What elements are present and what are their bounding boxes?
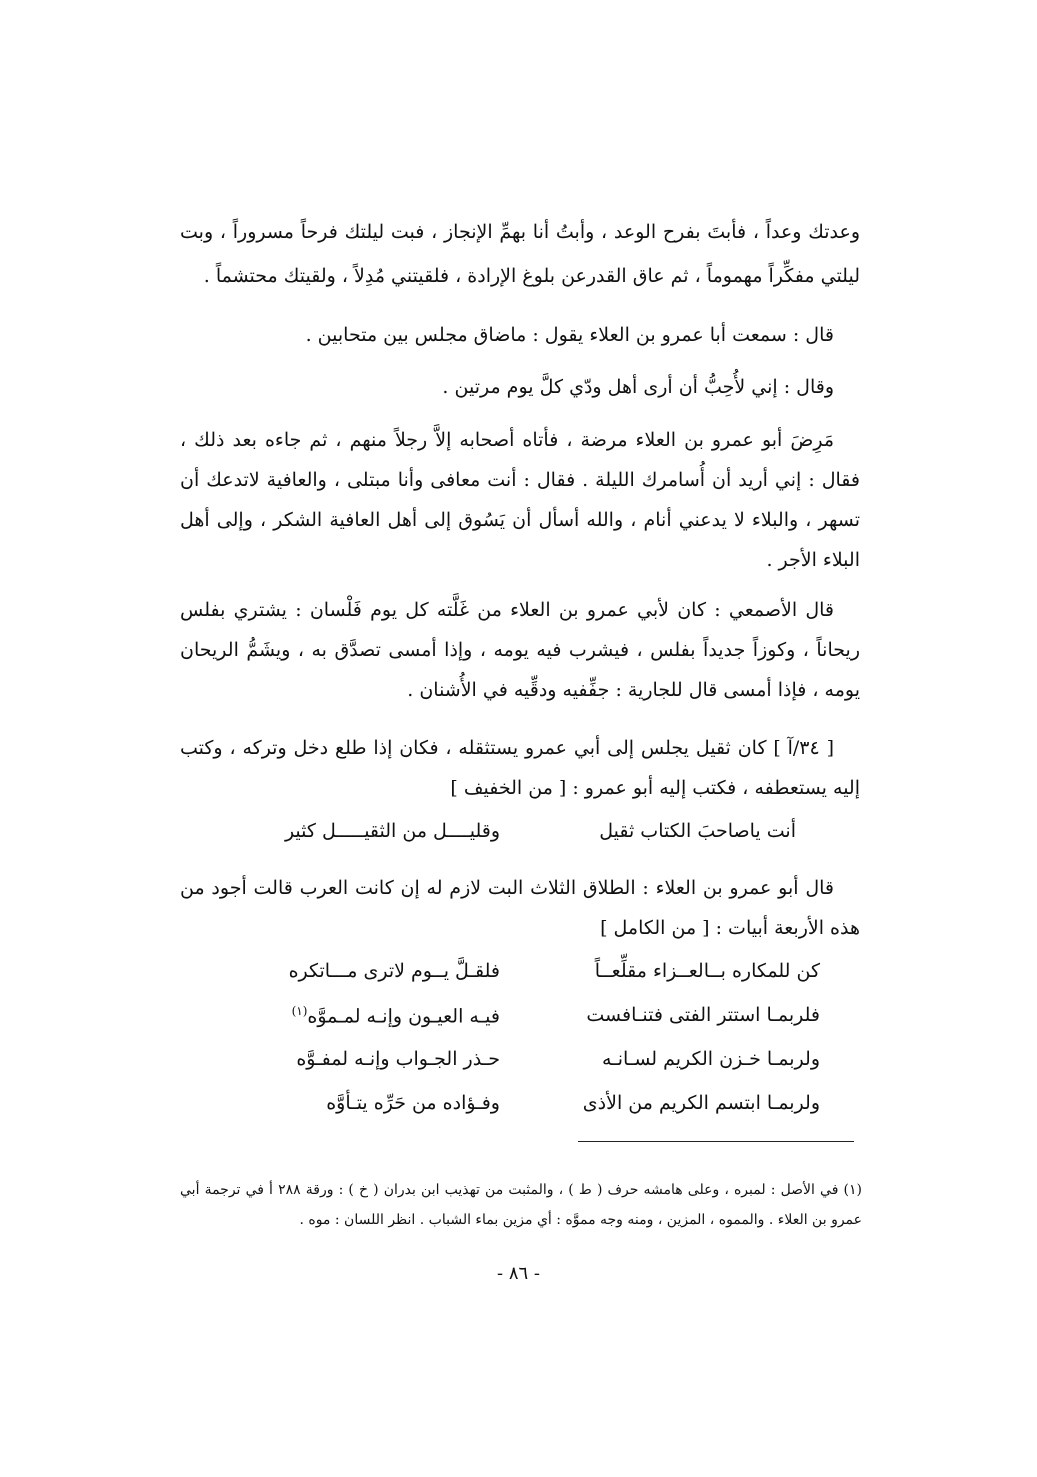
poem-line-4	[180, 1092, 860, 1126]
poem-first-hemistich: ولربمـا خـزن الكريم لسـانـه	[601, 1048, 820, 1070]
poem-second-hemistich: حـذر الجـواب وإنـه لمفـوَّه	[296, 1048, 500, 1070]
paragraph: قال : سمعت أبا عمرو بن العلاء يقول : ماضاق مجلس بين متحابين .	[305, 324, 834, 346]
paragraph-block-2	[180, 316, 860, 354]
footnote-marker: (١)	[291, 1004, 308, 1018]
footnote: (١) في الأصل : لمبره ، وعلى هامشه حرف ( ط ) ، والمثبت من تهذيب ابن بدران ( خ ) : ورقة ٢٨٨ أ في ترجمة أبي عمرو بن العلاء . والمموه ، المزين ، ومنه وجه مموَّه : أي مزين بماء الشباب . انظر اللسان : موه .	[180, 1182, 862, 1228]
paragraph: قال الأصمعي : كان لأبي عمرو بن العلاء من غَلَّته كل يوم فَلْسان : يشتري بفلس ريحاناً ، وكوزاً جديداً بفلس ، فيشرب فيه يومه ، وإذا أمسى تصدَّق به ، ويشَمُّ الريحان يومه ، فإذا أمسى قال للجارية : جفِّفيه ودقِّيه في الأُشنان .	[180, 599, 860, 701]
poem-first-hemistich: فلربمـا استتر الفتى فتنـافست	[586, 1004, 820, 1026]
paragraph: [ ٣٤/آ ] كان ثقيل يجلس إلى أبي عمرو يستثقله ، فكان إذا طلع دخل وتركه ، وكتب إليه يستعطفه ، فكتب إليه أبو عمرو : [ من الخفيف ]	[180, 737, 860, 799]
verse-second-hemistich: وقليــــل من الثقيـــــل كثير	[284, 820, 500, 842]
poem-line-1	[180, 960, 860, 994]
paragraph: وعدتك وعداً ، فأبتَ بفرح الوعد ، وأبتُ أنا بهمِّ الإنجاز ، فبت ليلتك فرحاً مسروراً ، وبت ليلتي مفكِّراً مهموماً ، ثم عاق القدرعن بلوغ الإرادة ، فلقيتني مُدِلاً ، ولقيتك محتشماً .	[180, 221, 860, 287]
poem-second-hemistich: وفـؤاده من حَرِّه يتـأوَّه	[326, 1092, 500, 1114]
verse-first-hemistich: أنت ياصاحبَ الكتاب ثقيل	[599, 820, 796, 842]
paragraph: قال أبو عمرو بن العلاء : الطلاق الثلاث البت لازم له إن كانت العرب قالت أجود من هذه الأربعة أبيات : [ من الكامل ]	[180, 877, 860, 939]
paragraph-block-5	[180, 590, 860, 710]
paragraph-block-7	[180, 868, 860, 948]
paragraph-block-6	[180, 728, 860, 808]
poem-first-hemistich: كن للمكاره بــالعــزاء مقلِّعــاً	[594, 960, 820, 982]
paragraph-block-4	[180, 420, 860, 580]
page-number: - ٨٦ -	[497, 1263, 540, 1284]
poem-second-hemistich	[292, 1004, 500, 1027]
poem-line-3	[180, 1048, 860, 1082]
paragraph-block-1	[180, 210, 860, 298]
hemistich-text: فيـه العيـون وإنـه لمـموَّه	[307, 1005, 500, 1028]
poem-first-hemistich: ولربمـا ابتسم الكريم من الأذى	[582, 1092, 820, 1114]
paragraph: مَرِضَ أبو عمرو بن العلاء مرضة ، فأتاه أصحابه إلاَّ رجلاً منهم ، ثم جاءه بعد ذلك ، فقال : إني أريد أن أُسامرك الليلة . فقال : أنت معافى وأنا مبتلى ، والعافية لاتدعك أن تسهر ، والبلاء لا يدعني أنام ، والله أسأل أن يَسُوق إلى أهل العافية الشكر ، وإلى أهل البلاء الأجر .	[180, 429, 860, 571]
paragraph: وقال : إني لأُحِبُّ أن أرى أهل ودّي كلَّ يوم مرتين .	[442, 376, 834, 398]
verse-line	[180, 820, 860, 854]
footnote-divider	[578, 1141, 854, 1142]
poem-line-2	[180, 1004, 860, 1038]
poem-second-hemistich: فلقـلَّ يــوم لاترى مـــاتكره	[288, 960, 500, 982]
paragraph-block-3	[180, 368, 860, 406]
